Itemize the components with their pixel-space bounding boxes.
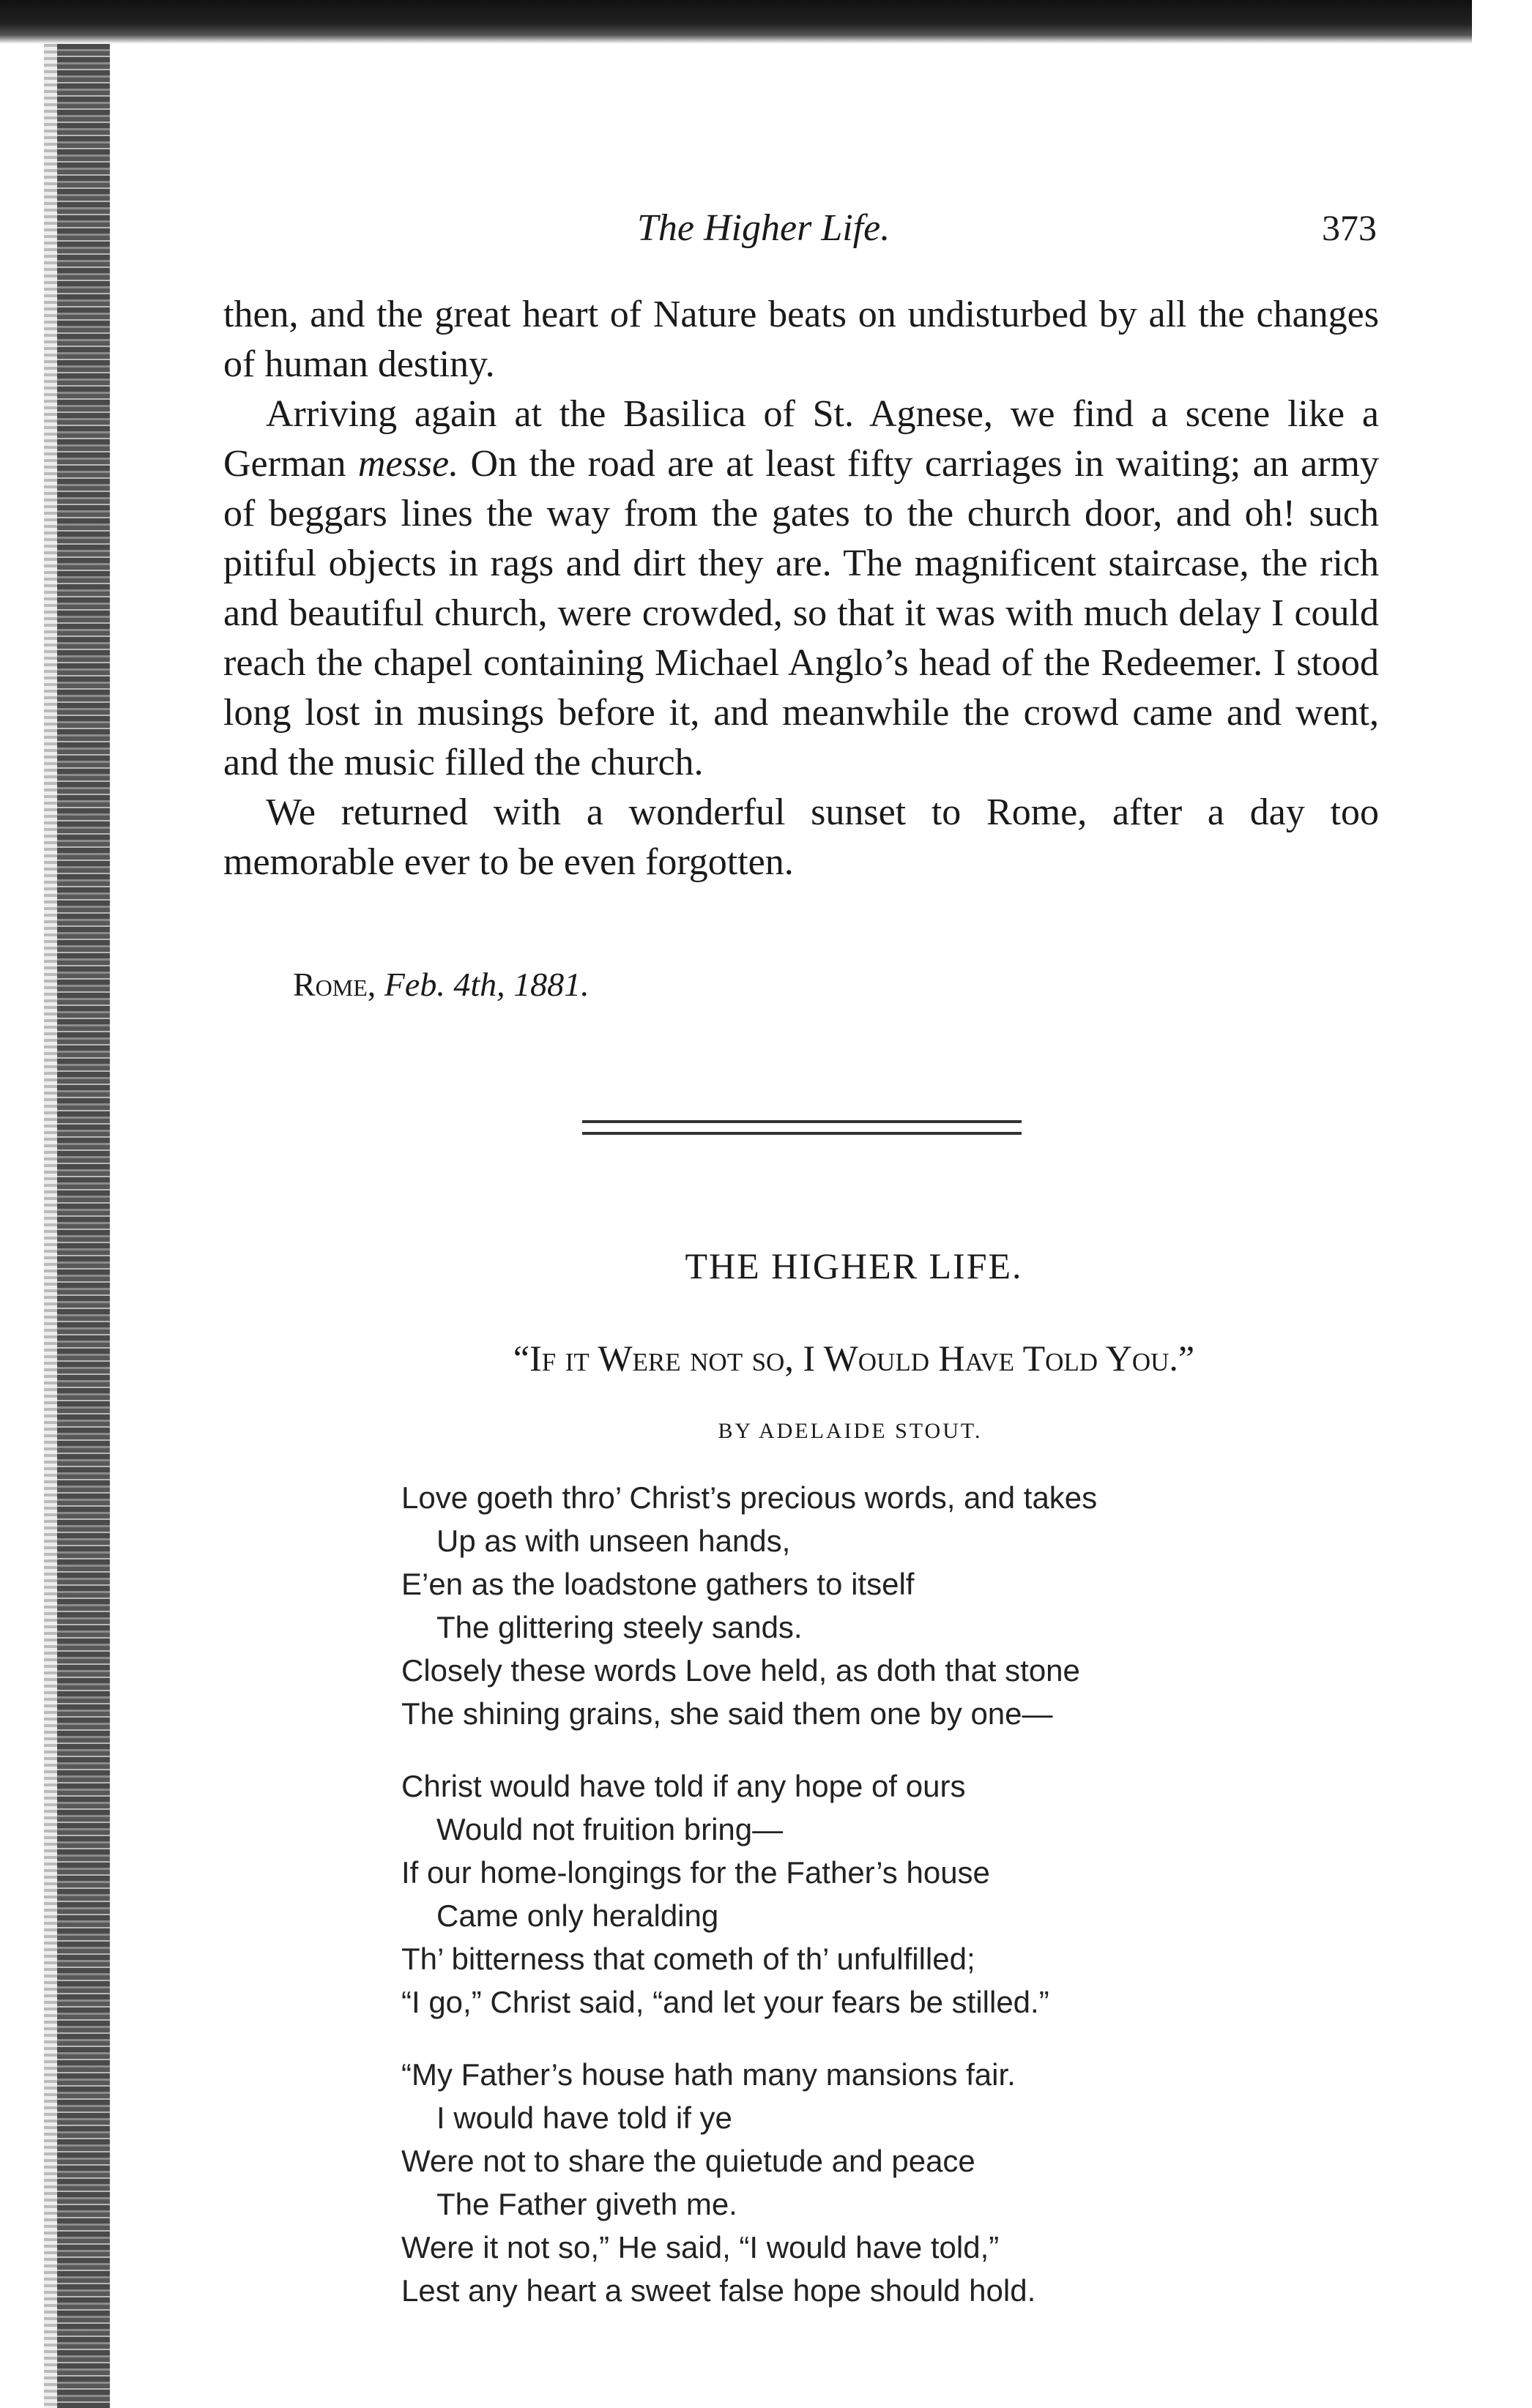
scan-page-gutter [44, 44, 57, 2408]
poem-line: Closely these words Love held, as doth that stone [401, 1653, 1080, 1688]
paragraph-2-text-end: On the road are at least fifty carriages in waiting; an army of beggars lines the way from the gates to the church door, and oh! such pitiful objects in rags and dirt they are. The magnificent staircase, the rich and beautiful church, were crowded, so that it was with much delay I could reach the chapel containing Michael Anglo’s head of the Redeemer. I stood long lost in musings before it, and meanwhile the crowd came and went, and the music filled the church. [223, 443, 1380, 783]
paragraph-1-text: then, and the great heart of Nature beats on undisturbed by all the changes of human destiny. [223, 294, 1379, 385]
section-divider-top [582, 1120, 1022, 1123]
poem-line: The shining grains, she said them one by one— [401, 1696, 1053, 1731]
paragraph-3-text: We returned with a wonderful sunset to Rome, after a day too memorable ever to be even forgotten. [223, 791, 1379, 883]
paragraph-2-italic-word: messe. [357, 443, 459, 485]
stanza-break [401, 2024, 1353, 2053]
poem-line: Lest any heart a sweet false hope should hold. [401, 2273, 1036, 2308]
article-continuation [223, 290, 1379, 887]
poem-line: The Father giveth me. [436, 2187, 737, 2221]
scan-binding-edge [57, 44, 110, 2408]
article-title: THE HIGHER LIFE. [685, 1245, 1023, 1286]
poem-line: Would not fruition bring— [436, 1812, 784, 1846]
poem-line: “I go,” Christ said, “and let your fears be stilled.” [401, 1985, 1049, 2019]
paragraph-2 [223, 389, 1379, 788]
section-divider-bottom [582, 1132, 1022, 1135]
poem-line: Came only heralding [436, 1898, 719, 1933]
poem-line: Christ would have told if any hope of ours [401, 1769, 966, 1803]
poem-line: The glittering steely sands. [436, 1610, 803, 1644]
scan-top-edge [0, 0, 1472, 44]
paragraph-2-text-start: Arriving again at the Basilica of St. Agnese, we find a scene like a German [223, 393, 1379, 485]
dateline-date: Feb. 4th, 1881. [384, 966, 590, 1003]
paragraph-3 [223, 788, 1379, 887]
poem-line: “My Father’s house hath many mansions fair. [401, 2057, 1016, 2092]
running-header [220, 206, 1377, 258]
article-byline: BY ADELAIDE STOUT. [718, 1419, 983, 1443]
dateline [293, 965, 590, 1004]
poem-line: E’en as the loadstone gathers to itself [401, 1567, 915, 1601]
poem-line: Were not to share the quietude and peace [401, 2144, 975, 2178]
poem-line: I would have told if ye [436, 2101, 732, 2135]
poem-line: If our home-longings for the Father’s house [401, 1855, 990, 1890]
poem-line: Up as with unseen hands, [436, 1524, 791, 1558]
poem-line: Love goeth thro’ Christ’s precious words, and takes [401, 1480, 1098, 1515]
paragraph-1 [223, 290, 1379, 389]
stanza-break [401, 1735, 1353, 1764]
poem-line: Th’ bitterness that cometh of th’ unfulfilled; [401, 1942, 975, 1976]
dateline-place: Rome, [293, 966, 376, 1003]
article-subtitle: “If it Were not so, I Would Have Told You.” [513, 1338, 1195, 1379]
page-number: 373 [1322, 207, 1377, 248]
running-title: The Higher Life. [637, 207, 890, 249]
poem-line: Were it not so,” He said, “I would have told,” [401, 2230, 1000, 2265]
poem [401, 1476, 1353, 2312]
